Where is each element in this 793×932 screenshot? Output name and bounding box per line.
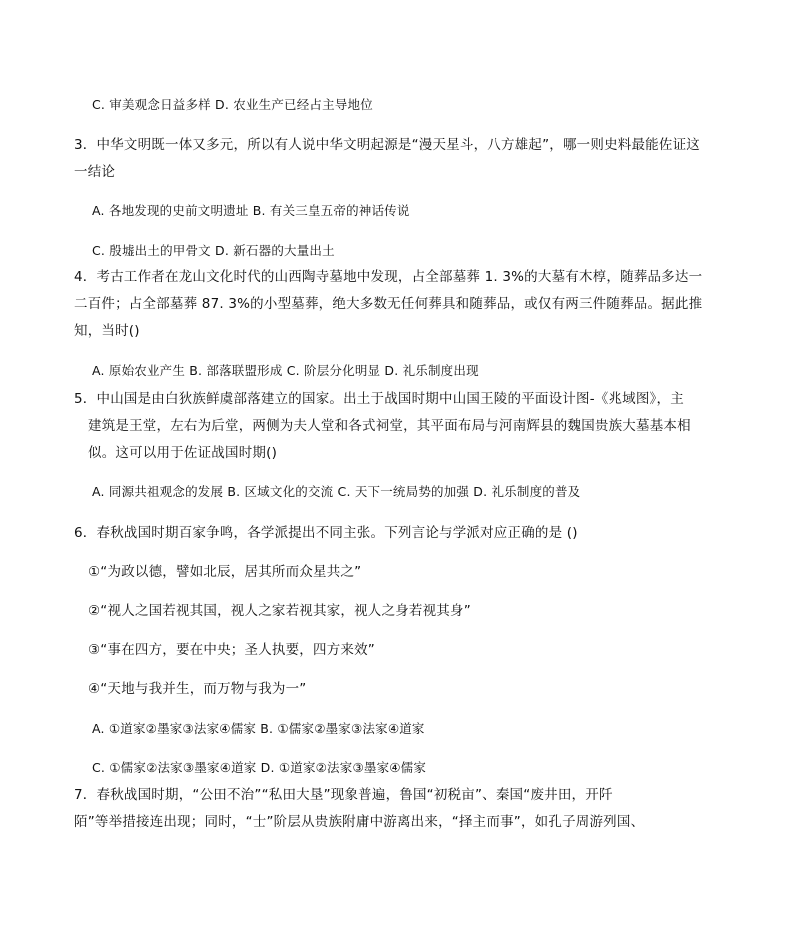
q6-options-cd: C. ①儒家②法家③墨家④道家 D. ①道家②法家③墨家④儒家 xyxy=(92,760,427,775)
q3-options-cd: C. 殷墟出土的甲骨文 D. 新石器的大量出土 xyxy=(92,243,335,258)
q7-stem-line-1: 7．春秋战国时期，“公田不治”“私田大垦”现象普遍，鲁国“初税亩”、秦国“废井田，开阡 xyxy=(74,787,613,803)
q3-stem-line-1: 3．中华文明既一体又多元，所以有人说中华文明起源是“漫天星斗，八方雄起”，哪一则史料最能佐证这 xyxy=(74,137,700,153)
q3-options-ab: A. 各地发现的史前文明遗址 B. 有关三皇五帝的神话传说 xyxy=(92,203,410,218)
q4-stem-line-2: 二百件；占全部墓葬 87. 3%的小型墓葬，绝大多数无任何葬具和随葬品，或仅有两三件随葬品。据此推 xyxy=(74,296,703,312)
q6-quote-4: ④“天地与我并生，而万物与我为一” xyxy=(88,681,307,697)
q6-stem: 6．春秋战国时期百家争鸣，各学派提出不同主张。下列言论与学派对应正确的是 () xyxy=(74,525,578,541)
q5-options: A. 同源共祖观念的发展 B. 区域文化的交流 C. 天下一统局势的加强 D. 礼乐制度的普及 xyxy=(92,484,581,499)
q5-stem-line-2: 建筑是王堂，左右为后堂，两侧为夫人堂和各式祠堂，其平面布局与河南辉县的魏国贵族大墓基本相 xyxy=(88,418,691,434)
q2-options-cd: C. 审美观念日益多样 D. 农业生产已经占主导地位 xyxy=(92,97,373,112)
q4-stem-line-3: 知，当时() xyxy=(74,323,140,339)
q5-stem-line-1: 5．中山国是由白狄族鲜虞部落建立的国家。出土于战国时期中山国王陵的平面设计图-《兆域图》，主 xyxy=(74,391,684,407)
q6-quote-2: ②“视人之国若视其国，视人之家若视其家，视人之身若视其身” xyxy=(88,603,471,619)
q6-options-ab: A. ①道家②墨家③法家④儒家 B. ①儒家②墨家③法家④道家 xyxy=(92,721,425,736)
q6-quote-3: ③“事在四方，要在中央；圣人执要，四方来效” xyxy=(88,642,375,658)
q6-quote-1: ①“为政以德，譬如北辰，居其所而众星共之” xyxy=(88,564,362,580)
q3-stem-line-2: 一结论 xyxy=(74,164,116,180)
q4-options: A. 原始农业产生 B. 部落联盟形成 C. 阶层分化明显 D. 礼乐制度出现 xyxy=(92,363,479,378)
q7-stem-line-2: 陌”等举措接连出现；同时，“士”阶层从贵族附庸中游离出来，“择主而事”，如孔子周游列国、 xyxy=(74,814,645,830)
q4-stem-line-1: 4．考古工作者在龙山文化时代的山西陶寺墓地中发现，占全部墓葬 1. 3%的大墓有木椁，随葬品多达一 xyxy=(74,269,703,285)
q5-stem-line-3: 似。这可以用于佐证战国时期() xyxy=(88,445,278,461)
